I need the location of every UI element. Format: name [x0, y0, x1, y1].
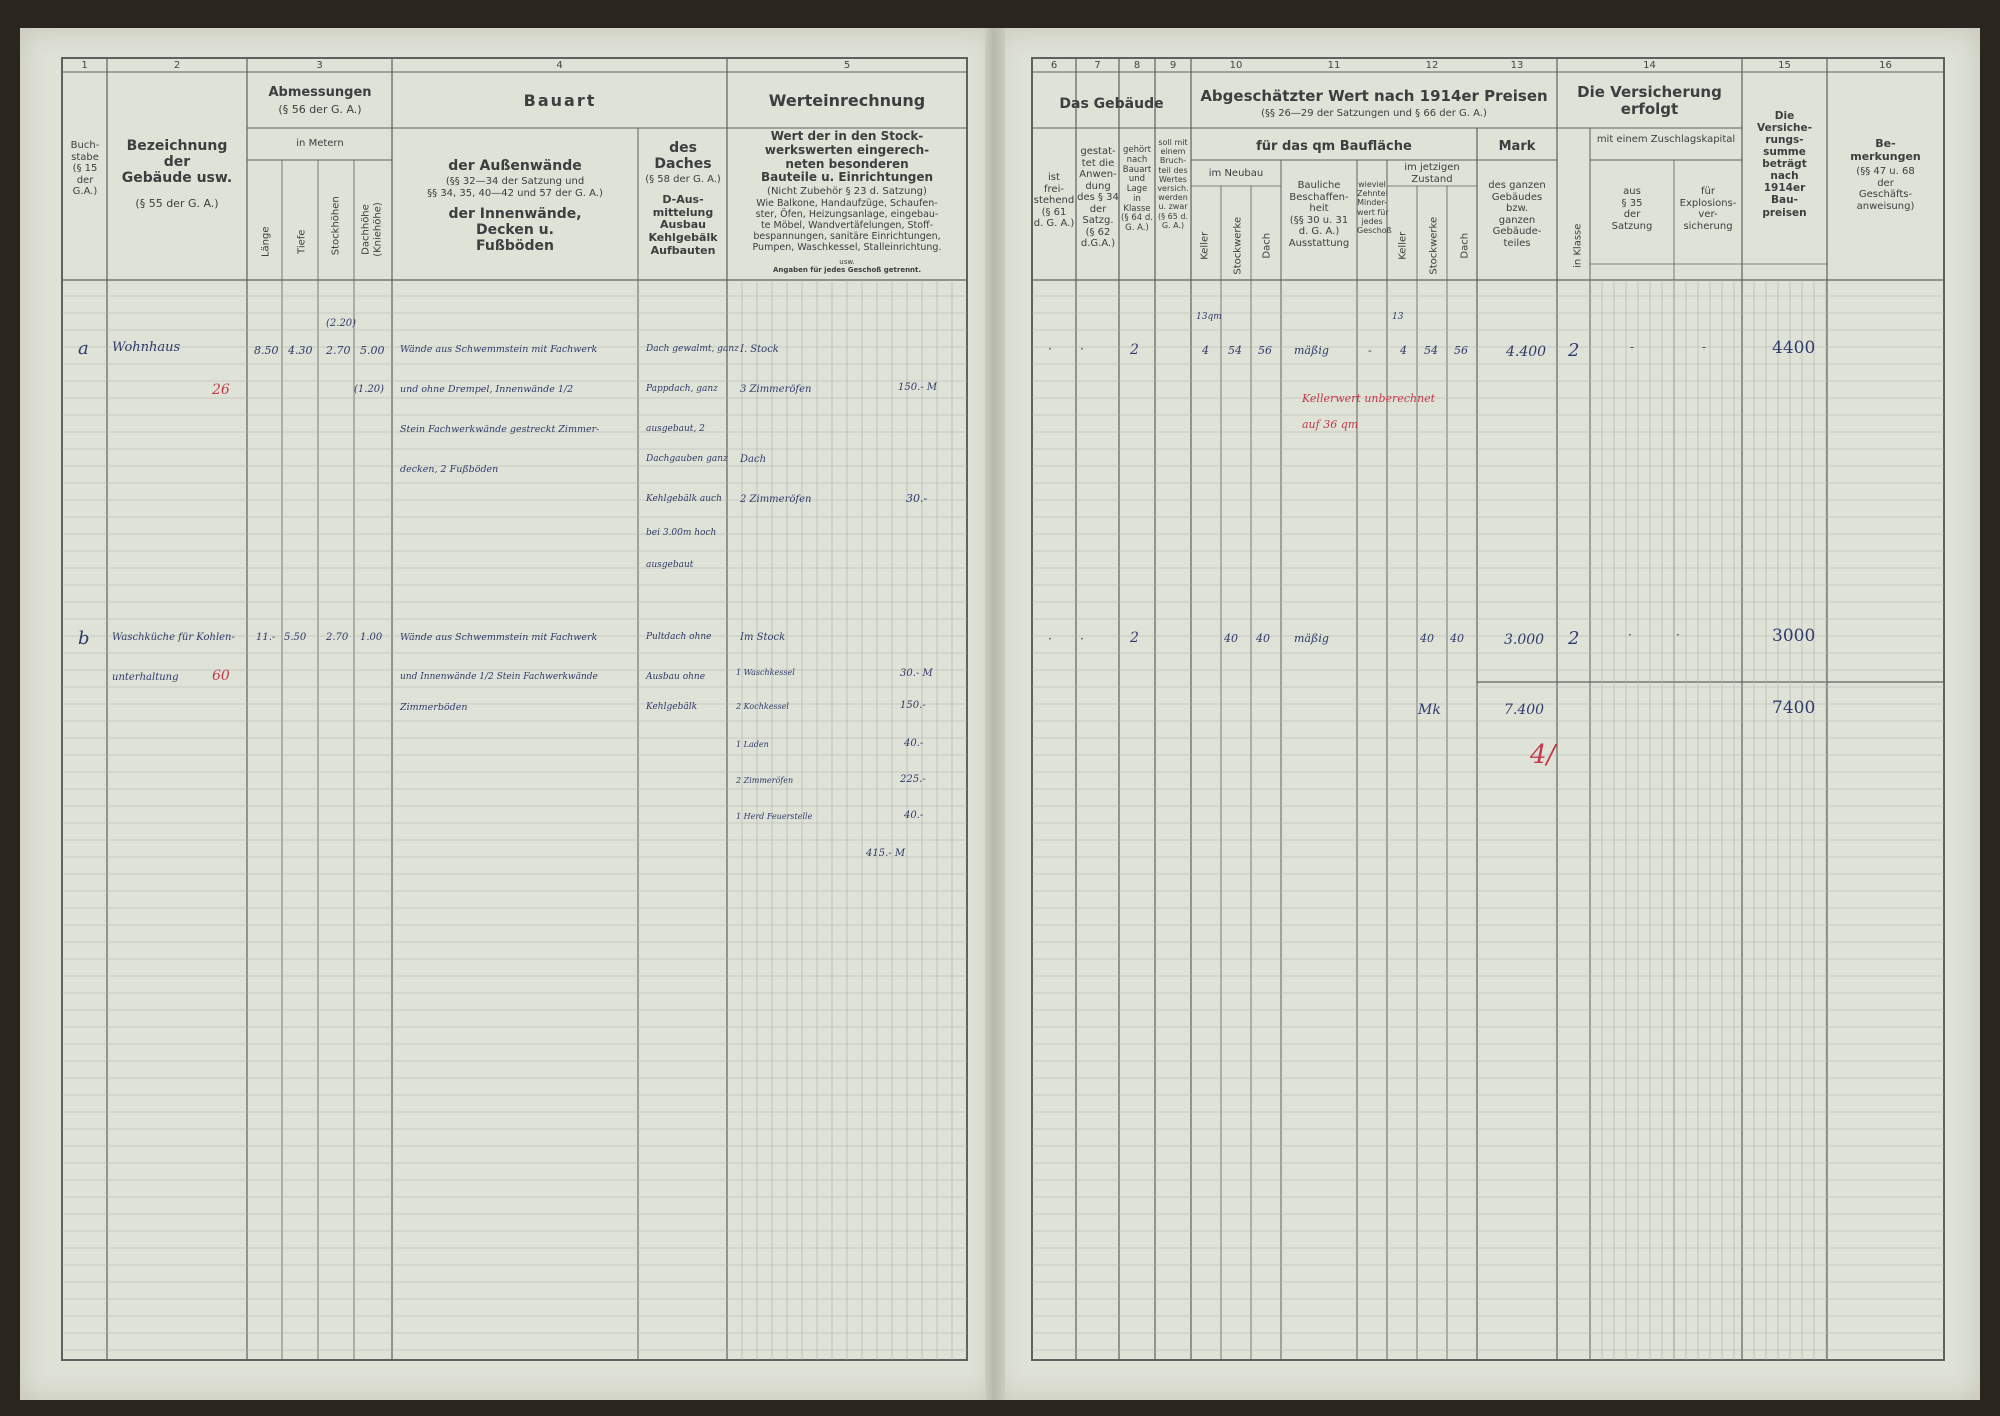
- remarks-ref: (§§ 47 u. 68 der Geschäfts- anweisung): [1856, 166, 1915, 212]
- entry-a-neu-keller: 4: [1202, 344, 1209, 357]
- entry-b-value-5: 40.-: [904, 810, 924, 821]
- entry-b-roof-1: Pultdach ohne: [646, 632, 712, 642]
- col5-list: Wie Balkone, Handaufzüge, Schaufen- ster, Öfen, Heizungsanlage, eingebau- te Möbel, Wandvertäfelungen, Stoff- bespannungen, sanitäre Einrichtungen, Pumpen, Waschkessel, Stalleinrichtung.: [752, 198, 942, 253]
- col5-usw: usw.: [839, 258, 855, 266]
- entry-b-roof-2: Ausbau ohne: [646, 672, 706, 682]
- entry-b-roof-3: Kehlgebälk: [646, 702, 698, 712]
- entry-a-sum: 4400: [1772, 338, 1816, 358]
- column-number-15: 15: [1778, 60, 1791, 71]
- beschaffen-header: Bauliche Beschaffen- heit (§§ 30 u. 31 d. G. A.) Ausstattung: [1288, 180, 1350, 249]
- entry-a-roof-5: Kehlgebälk auch: [646, 494, 722, 504]
- col5-note: Angaben für jedes Geschoß getrennt.: [772, 266, 922, 274]
- entry-b-c6: ·: [1048, 632, 1052, 646]
- building-title: Das Gebäude: [1059, 96, 1164, 112]
- entry-b-bauart-2: und Innenwände 1/2 Stein Fachwerkwände: [400, 672, 598, 682]
- entry-a-explosion: -: [1702, 340, 1707, 354]
- column-number-1: 1: [81, 60, 88, 71]
- col6-header: ist frei- stehend (§ 61 d. G. A.): [1033, 172, 1075, 229]
- col3-title: Abmessungen: [268, 85, 372, 100]
- entry-a-werte-3: Dach: [740, 454, 767, 465]
- entry-b-werte-5: 2 Zimmeröfen: [736, 776, 794, 785]
- entry-a-depth: 4.30: [288, 344, 313, 357]
- entry-a-dim-top: (2.20): [326, 318, 357, 329]
- column-number-11: 11: [1327, 60, 1341, 71]
- col4-title: Bauart: [523, 91, 597, 110]
- entry-b-roof-height: 1.00: [360, 632, 383, 643]
- jetzt-dach: Dach: [1459, 232, 1471, 259]
- col7-header: gestat- tet die Anwen- dung des § 34 der Satzg. (§ 62 d.G.A.): [1077, 146, 1119, 249]
- column-number-8: 8: [1133, 60, 1141, 71]
- mark-title: Mark: [1498, 139, 1536, 154]
- klasse-header: in Klasse: [1572, 223, 1584, 268]
- entry-a-length: 8.50: [254, 344, 279, 357]
- col3-sub: (§ 56 der G. A.): [278, 103, 362, 116]
- entry-b-werte-2: 1 Waschkessel: [736, 668, 795, 677]
- entry-a-roof-7: ausgebaut: [646, 560, 694, 570]
- entry-b-value-4: 225.-: [900, 774, 926, 785]
- col1-header: Buch- stabe (§ 15 der G.A.): [70, 140, 100, 197]
- entry-b-klasse: 2: [1568, 628, 1580, 649]
- entry-a-bauart-1: Wände aus Schwemmstein mit Fachwerk: [400, 344, 598, 355]
- entry-a-c6: ·: [1048, 342, 1052, 356]
- entry-b-storey: 2.70: [326, 632, 349, 643]
- entry-a-red-note: Kellerwert unberechnet auf 36 qm: [1302, 392, 1436, 432]
- zuschlag-header: mit einem Zuschlagskapital: [1596, 134, 1736, 145]
- entry-a-werte-2: 3 Zimmeröfen: [740, 384, 812, 395]
- entry-a-bauart-4: decken, 2 Fußböden: [400, 464, 499, 475]
- neubau-dach: Dach: [1261, 232, 1273, 259]
- entry-b-c7: ·: [1080, 632, 1084, 646]
- entry-b-neu-stock: 40: [1224, 632, 1238, 645]
- aus35-header: aus § 35 der Satzung: [1611, 186, 1653, 232]
- total-sum: 7400: [1772, 698, 1816, 718]
- entry-b-bauart-3: Zimmerböden: [400, 702, 468, 713]
- jetzt-header: im jetzigen Zustand: [1404, 162, 1460, 185]
- entry-a-zehntel: -: [1368, 344, 1372, 357]
- entry-b-aus35: ·: [1628, 628, 1632, 642]
- entry-a-klasse: 2: [1568, 340, 1580, 361]
- entry-b-c8: 2: [1130, 630, 1139, 646]
- col3-depth: Tiefe: [296, 229, 308, 254]
- col4-inner: der Innenwände, Decken u. Fußböden: [448, 206, 582, 255]
- entry-a-werte-4: 2 Zimmeröfen: [740, 494, 812, 505]
- entry-b-neu-dach: 40: [1256, 632, 1270, 645]
- entry-a-jetzt-keller: 4: [1400, 344, 1407, 357]
- col3-unit: in Metern: [296, 138, 344, 149]
- neubau-stockwerke: Stockwerke: [1232, 216, 1244, 275]
- entry-a-jetzt-stock: 54: [1424, 344, 1438, 357]
- entry-b-mark: 3.000: [1504, 632, 1545, 648]
- entry-b-value-total: 415.- M: [866, 848, 906, 859]
- jetzt-keller: Keller: [1397, 231, 1409, 260]
- entry-a-name: Wohnhaus: [112, 340, 181, 355]
- entry-b-sum: 3000: [1772, 626, 1816, 646]
- entry-a-neu-stock: 54: [1228, 344, 1242, 357]
- entry-a-small-qm: 13qm: [1196, 312, 1222, 322]
- entry-a-value-2: 30.-: [906, 492, 928, 505]
- zehntel-header: wieviel Zehntel Minder- wert für jedes Geschoß: [1357, 180, 1392, 235]
- entry-a-bauart-3: Stein Fachwerkwände gestreckt Zimmer-: [400, 424, 600, 435]
- entry-a-werte-1: I. Stock: [740, 344, 779, 355]
- col4-roof-ref: (§ 58 der G. A.): [645, 174, 721, 185]
- entry-b-red-number: 60: [212, 668, 230, 684]
- summe-header: Die Versiche- rungs- summe beträgt nach 1914er Bau- preisen: [1757, 110, 1812, 219]
- entry-b-werte-4: 1 Laden: [736, 740, 769, 749]
- entry-b-jetzt-stock: 40: [1420, 632, 1434, 645]
- entry-a-red-number: 26: [212, 382, 230, 398]
- col3-length: Länge: [260, 226, 272, 258]
- total-red-mark: 4/: [1530, 740, 1556, 770]
- col4-walls: der Außenwände: [448, 158, 582, 174]
- col4-roof-title: des Daches: [654, 140, 712, 173]
- col5-ref: (Nicht Zubehör § 23 d. Satzung): [767, 186, 927, 197]
- column-number-3: 3: [316, 60, 323, 71]
- entry-b-werte-1: Im Stock: [740, 632, 786, 643]
- entry-b-jetzt-dach: 40: [1450, 632, 1464, 645]
- col9-header: soll mit einem Bruch- teil des Wertes versich. werden u. zwar (§ 65 d. G. A.): [1157, 138, 1189, 230]
- entry-a-roof-1: Dach gewalmt, ganz: [646, 344, 739, 354]
- entry-b-bauart-1: Wände aus Schwemmstein mit Fachwerk: [400, 632, 598, 643]
- entry-a-roof-3: ausgebaut, 2: [646, 424, 705, 434]
- column-number-7: 7: [1094, 60, 1101, 71]
- entry-a-c8: 2: [1130, 342, 1139, 358]
- entry-b-length: 11.-: [256, 632, 276, 643]
- entry-b-value-3: 40.-: [904, 738, 924, 749]
- entry-b-depth: 5.50: [284, 632, 307, 643]
- value-ref: (§§ 26—29 der Satzungen und § 66 der G. A.): [1261, 108, 1487, 119]
- entry-a-storey: 2.70: [326, 344, 351, 357]
- entry-b-werte-6: 1 Herd Feuerstelle: [736, 812, 813, 821]
- entry-a-beschaffen: mäßig: [1294, 344, 1329, 357]
- column-number-9: 9: [1169, 60, 1177, 71]
- entry-b-name: Waschküche für Kohlen-: [112, 632, 235, 643]
- neubau-keller: Keller: [1199, 231, 1211, 260]
- entry-a-roof-4: Dachgauben ganz: [646, 454, 728, 464]
- entry-a-jetzt-dach: 56: [1454, 344, 1468, 357]
- entry-b-value-1: 30.- M: [900, 668, 933, 679]
- jetzt-stockwerke: Stockwerke: [1428, 216, 1440, 275]
- col5-title: Werteinrechnung: [768, 91, 926, 110]
- entry-b-beschaffen: mäßig: [1294, 632, 1329, 645]
- per-qm-title: für das qm Baufläche: [1256, 139, 1412, 154]
- entry-a-aus35: -: [1630, 340, 1635, 354]
- entry-b-werte-3: 2 Kochkessel: [736, 702, 789, 711]
- entry-a-roof-height: 5.00: [360, 344, 385, 357]
- column-number-4: 4: [556, 60, 563, 71]
- column-number-13: 13: [1510, 60, 1524, 71]
- col2-subheader: (§ 55 der G. A.): [135, 197, 219, 210]
- col5-head: Wert der in den Stock- werkswerten eingerech- neten besonderen Bauteile u. Einrichtungen: [760, 129, 934, 185]
- entry-a-neu-dach: 56: [1258, 344, 1272, 357]
- entry-a-value-1: 150.- M: [898, 382, 938, 393]
- col2-header: Bezeichnung der Gebäude usw.: [121, 138, 233, 187]
- insurance-title: Die Versicherung erfolgt: [1577, 83, 1722, 119]
- explosion-header: für Explosions- ver- sicherung: [1679, 186, 1737, 232]
- entry-b-name-2: unterhaltung: [112, 672, 179, 683]
- column-number-12: 12: [1425, 60, 1439, 71]
- total-mark: 7.400: [1504, 702, 1545, 718]
- entry-a-small-2: 13: [1392, 312, 1404, 322]
- col3-storey-height: Stockhöhen: [330, 196, 342, 256]
- entry-b-letter: b: [78, 628, 90, 649]
- entry-a-bauart-2: und ohne Drempel, Innenwände 1/2: [400, 384, 574, 395]
- entry-a-roof-2: Pappdach, ganz: [646, 384, 718, 394]
- column-number-5: 5: [843, 60, 851, 71]
- column-number-6: 6: [1050, 60, 1058, 71]
- total-label: Mk: [1418, 702, 1441, 718]
- entry-a-dim-bottom: (1.20): [354, 384, 385, 395]
- value-title: Abgeschätzter Wert nach 1914er Preisen: [1200, 87, 1548, 105]
- col4-roof-items: D-Aus- mittelung Ausbau Kehlgebälk Aufbauten: [648, 193, 718, 257]
- col4-walls-ref: (§§ 32—34 der Satzung und §§ 34, 35, 40—42 und 57 der G. A.): [427, 176, 603, 199]
- col8-header: gehört nach Bauart und Lage in Klasse (§ 64 d. G. A.): [1121, 145, 1153, 234]
- entry-b-explosion: ·: [1676, 628, 1680, 642]
- ganz-header: des ganzen Gebäudes bzw. ganzen Gebäude- teiles: [1488, 180, 1546, 249]
- entry-a-c7: ·: [1080, 342, 1084, 356]
- column-number-10: 10: [1229, 60, 1243, 71]
- col3-roof-height: Dachhöhe (Kniehöhe): [360, 202, 383, 257]
- entry-a-roof-6: bei 3.00m hoch: [646, 528, 717, 538]
- remarks-header: Be- merkungen: [1850, 137, 1921, 163]
- entry-b-value-2: 150.-: [900, 700, 926, 711]
- neubau-header: im Neubau: [1208, 168, 1264, 179]
- column-number-2: 2: [173, 60, 181, 71]
- column-number-14: 14: [1643, 60, 1656, 71]
- column-number-16: 16: [1879, 60, 1892, 71]
- entry-a-letter: a: [78, 338, 89, 359]
- entry-a-mark: 4.400: [1506, 344, 1547, 360]
